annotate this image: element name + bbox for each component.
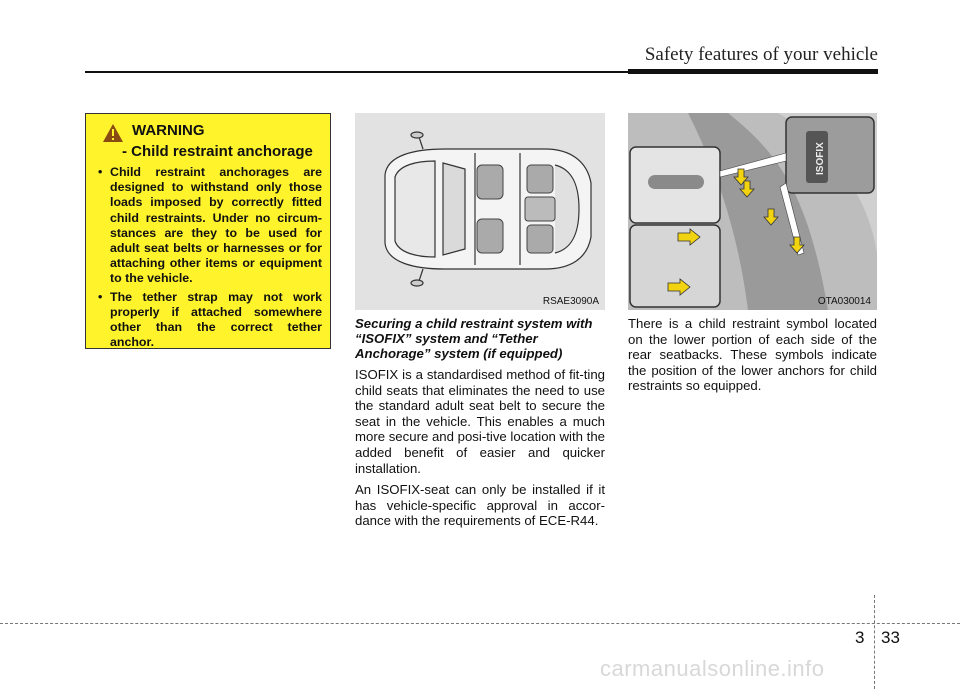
warning-item: • Child restraint anchorages are designed to withstand only those loads imposed by correctly fitted child restraints. Under no circum-stances are they to be used for adult seat belts or harnesses or for attaching other items or equipment to the vehicle. xyxy=(94,165,322,287)
figure-code: RSAE3090A xyxy=(542,296,599,307)
page-number: 33 xyxy=(881,628,900,647)
warning-box xyxy=(85,113,331,349)
body-paragraph: There is a child restraint symbol located on the lower portion of each side of the rear seatbacks. These symbols indicate the position of the lower anchors for child restraints so equipped. xyxy=(628,316,877,394)
isofix-seat-figure xyxy=(628,113,877,310)
warning-item: • The tether strap may not work properly if attached somewhere other than the correct tether anchor. xyxy=(94,290,322,351)
isofix-label: ISOFIX xyxy=(815,142,826,175)
watermark: carmanualsonline.info xyxy=(600,656,825,681)
body-paragraph: An ISOFIX-seat can only be installed if it has vehicle-specific approval in accor-dance with the requirements of ECE-R44. xyxy=(355,482,605,529)
footer-rule xyxy=(0,623,960,624)
header-rule-accent xyxy=(628,69,878,74)
warning-list xyxy=(94,165,322,350)
warning-subtitle: - Child restraint anchorage xyxy=(122,143,313,160)
car-top-view-figure xyxy=(355,113,605,310)
right-column xyxy=(628,316,877,400)
page-header-title: Safety features of your vehicle xyxy=(644,44,878,65)
footer-divider xyxy=(874,595,875,689)
figure-code: OTA030014 xyxy=(817,296,871,307)
chapter-number: 3 xyxy=(855,628,865,647)
warning-header xyxy=(102,122,322,143)
isofix-seat-illustration xyxy=(628,113,877,310)
middle-column xyxy=(355,316,605,535)
section-heading: Securing a child restraint system with “ISOFIX” system and “Tether Anchorage” system (if equipped) xyxy=(355,316,593,361)
body-paragraph: ISOFIX is a standardised method of fit-ting child seats that eliminates the need to use the standard adult seat belt to secure the seat in the vehicle. This enables a much more secure and posi-tive location with the added benefit of easier and quicker installation. xyxy=(355,367,605,476)
warning-triangle-icon xyxy=(102,123,124,143)
car-top-view-illustration xyxy=(355,113,605,310)
warning-title: WARNING xyxy=(132,122,205,139)
